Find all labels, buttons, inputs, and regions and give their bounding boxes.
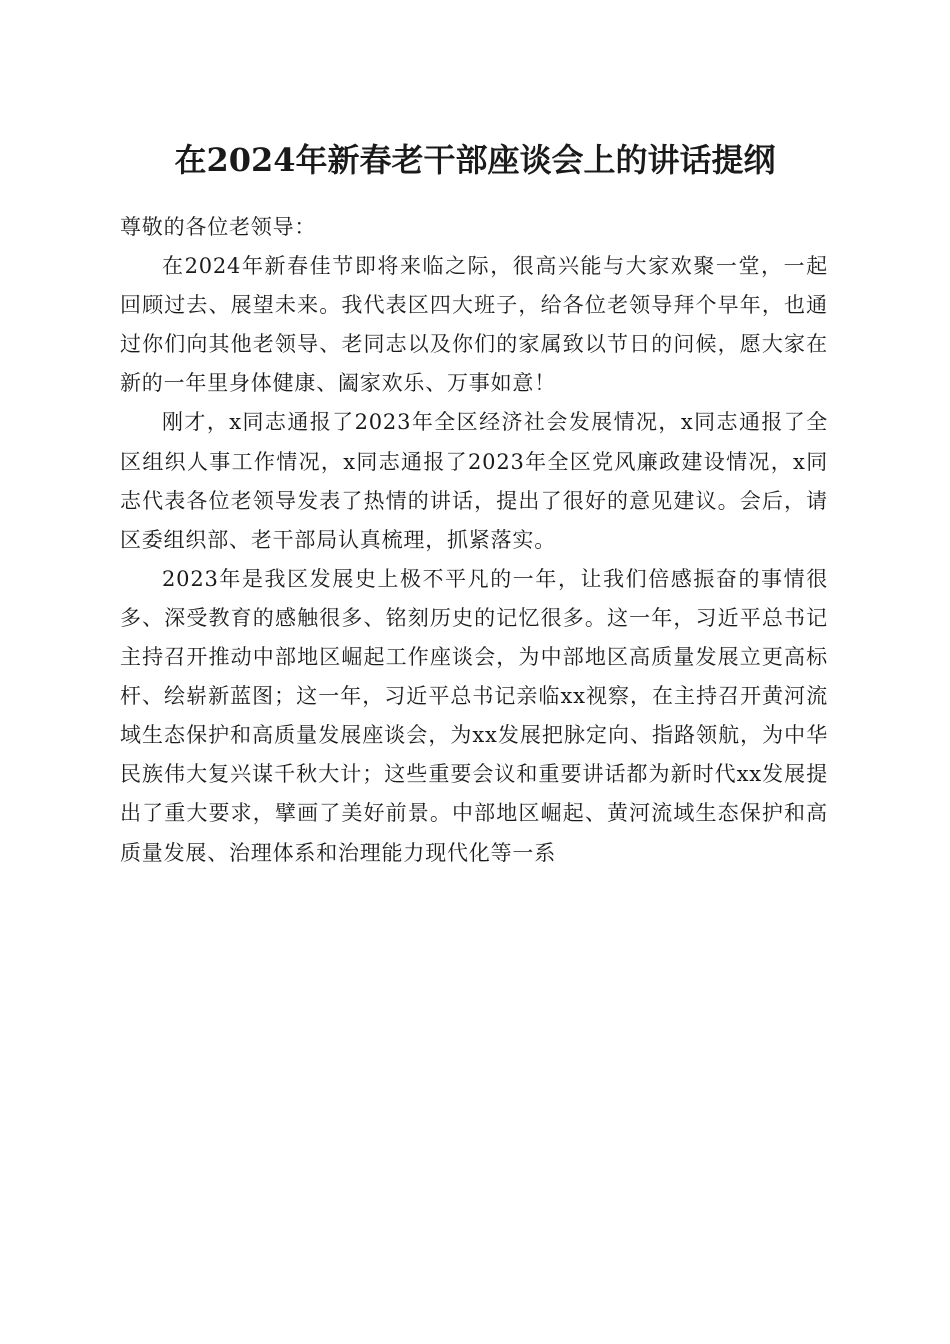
document-title: 在2024年新春老干部座谈会上的讲话提纲 [174, 141, 776, 179]
document-body [120, 208, 828, 873]
paragraph-review-2023: 2023年是我区发展史上极不平凡的一年，让我们倍感振奋的事情很多、深受教育的感触很多、铭刻历史的记忆很多。这一年，习近平总书记主持召开推动中部地区崛起工作座谈会，为中部地区高质量发展立更高标杆、绘崭新蓝图；这一年，习近平总书记亲临xx视察，在主持召开黄河流域生态保护和高质量发展座谈会，为xx发展把脉定向、指路领航，为中华民族伟大复兴谋千秋大计；这些重要会议和重要讲话都为新时代xx发展提出了重大要求，擘画了美好前景。中部地区崛起、黄河流域生态保护和高质量发展、治理体系和治理能力现代化等一系 [120, 566, 828, 865]
paragraph-greeting: 在2024年新春佳节即将来临之际，很高兴能与大家欢聚一堂，一起回顾过去、展望未来。我代表区四大班子，给各位老领导拜个早年，也通过你们向其他老领导、老同志以及你们的家属致以节日的问候，愿大家在新的一年里身体健康、阖家欢乐、万事如意！ [120, 254, 828, 396]
paragraph-reports: 刚才，x同志通报了2023年全区经济社会发展情况，x同志通报了全区组织人事工作情况，x同志通报了2023年全区党风廉政建设情况，x同志代表各位老领导发表了热情的讲话，提出了很好的意见建议。会后，请区委组织部、老干部局认真梳理，抓紧落实。 [120, 410, 828, 552]
salutation: 尊敬的各位老领导： [120, 215, 317, 239]
